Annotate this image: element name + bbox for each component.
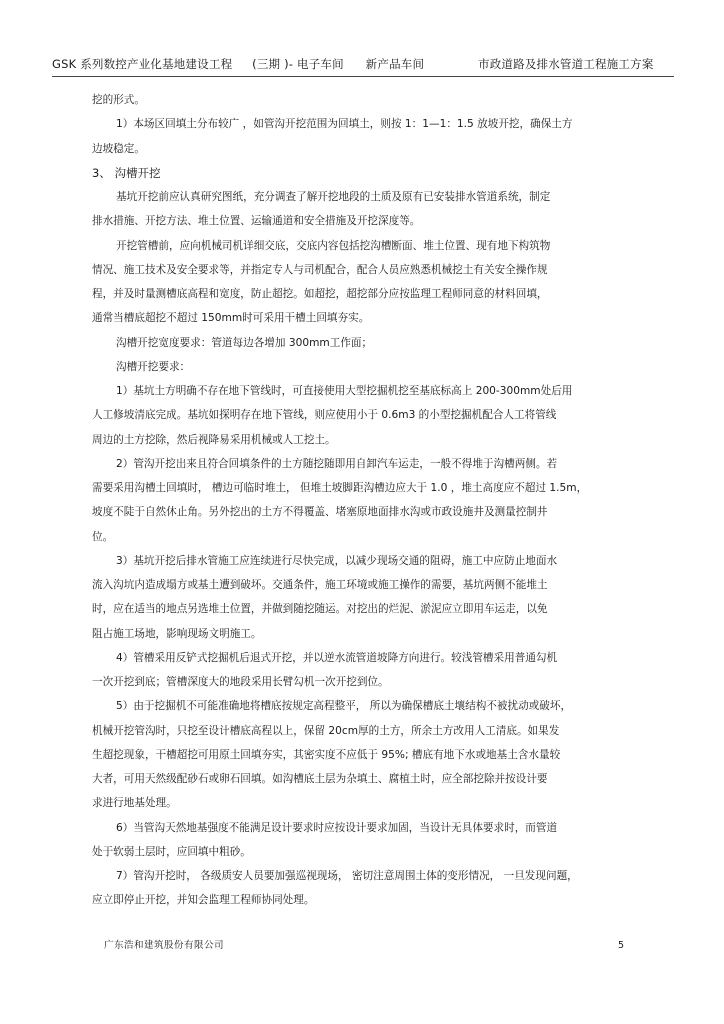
text-line: 一次开挖到底；管槽深度大的地段采用长臂勾机一次开挖到位。 — [92, 676, 389, 688]
text-line: 机械开挖管沟时，只挖至设计槽底高程以上，保留 20cm厚的土方，所余土方改用人工清底。如果发 — [92, 724, 560, 737]
header-phase: (三期 )- 电子车间 — [252, 57, 344, 71]
text-line: 5）由于挖掘机不可能准确地将槽底按规定高程整平， 所以为确保槽底土壤结构不被扰动或破坏， — [116, 700, 572, 713]
text-line: 基坑开挖前应认真研究图纸，充分调查了解开挖地段的土质及原有已安装排水管道系统，制定 — [116, 191, 551, 203]
text-line: 开挖管槽前，应向机械司机详细交底，交底内容包括挖沟槽断面、堆土位置、现有地下构筑物 — [116, 239, 551, 252]
footer-company-name: 广东浩和建筑股份有限公司 — [104, 940, 225, 951]
text-line: 位。 — [92, 530, 114, 543]
text-line: 7）管沟开挖时， 各级质安人员要加强巡视现场， 密切注意周围土体的变形情况， 一旦发现问题， — [116, 870, 578, 882]
text-line: 人工修坡清底完成。基坑如探明存在地下管线，则应使用小于 0.6m3 的小型挖掘机配合人工将管线 — [92, 409, 557, 422]
text-line: 6）当管沟天然地基强度不能满足设计要求时应按设计要求加固，当设计无具体要求时，而管道 — [116, 821, 558, 834]
text-line: 生超挖现象，干槽超挖可用原土回填夯实，其密实度不应低于 95%; 槽底有地下水或地基土含水量较 — [92, 748, 561, 761]
text-line: 通常当槽底超挖不超过 150mm时可采用干槽土回填夯实。 — [92, 312, 370, 325]
text-line: 应立即停止开挖，并知会监理工程师协同处理。 — [92, 894, 315, 907]
text-line: 阻占施工场地，影响现场文明施工。 — [92, 627, 262, 640]
text-line: 3）基坑开挖后排水管施工应连续进行尽快完成，以减少现场交通的阻碍，施工中应防止地面水 — [116, 554, 558, 567]
text-line: 大者，可用天然级配砂石或卵石回填。如沟槽底土层为杂填土、腐植土时，应全部挖除并按设计要 — [92, 773, 548, 785]
page-header — [52, 56, 672, 72]
text-line: 1）本场区回填土分布较广 ，如管沟开挖范围为回填土，则按 1：1—1：1.5 放坡开挖，确保土方 — [116, 118, 573, 131]
text-line: 情况、施工技术及安全要求等，并指定专人与司机配合，配合人员应熟悉机械挖土有关安全操作规 — [92, 263, 548, 276]
header-divider — [52, 76, 674, 77]
text-line: 排水措施、开挖方法、堆土位置、运输通道和安全措施及开挖深度等。 — [92, 215, 421, 228]
text-line: 4）管槽采用反铲式挖掘机后退式开挖，并以逆水流管道坡降方向进行。较浅管槽采用普通勾机 — [116, 651, 558, 664]
text-line: 沟槽开挖要求： — [116, 360, 191, 373]
text-line: 程，并及时量测槽底高程和宽度，防止超挖。如超挖，超挖部分应按监理工程师同意的材料回填， — [92, 288, 548, 300]
page-number: 5 — [618, 940, 625, 951]
text-line: 周边的土方挖除，然后视降易采用机械或人工挖土。 — [92, 433, 336, 446]
text-line: 求进行地基处理。 — [92, 797, 177, 810]
section-heading: 3、 沟槽开挖 — [92, 165, 161, 180]
header-workshop: 新产品车间 — [365, 57, 425, 71]
text-line: 挖的形式。 — [92, 94, 145, 106]
text-line: 沟槽开挖宽度要求：管道每边各增加 300mm工作面； — [116, 336, 373, 349]
header-plan-title: 市政道路及排水管道工程施工方案 — [478, 57, 654, 71]
document-body — [92, 88, 662, 913]
text-line: 流入沟坑内造成塌方或基土遭到破坏。交通条件，施工环境或施工操作的需要，基坑两侧不能堆土 — [92, 579, 548, 591]
text-line: 需要采用沟槽土回填时， 槽边可临时堆土， 但堆土坡脚距沟槽边应大于 1.0 ，堆土高度应不超过 1.5m， — [92, 482, 588, 494]
text-line: 坡度不陡于自然休止角。另外挖出的土方不得覆盖、堵塞原地面排水沟或市政设施井及测量控制井 — [92, 506, 548, 519]
header-project-name: GSK 系列数控产业化基地建设工程 — [52, 57, 233, 71]
text-line: 处于软弱土层时，应回填中粗砂。 — [92, 845, 251, 858]
text-line: 1）基坑土方明确不存在地下管线时，可直接使用大型挖掘机挖至基底标高上 200-300mm处后用 — [116, 385, 573, 397]
text-line: 边坡稳定。 — [92, 142, 145, 155]
text-line: 时，应在适当的地点另选堆土位置，并做到随挖随运。对挖出的烂泥、淤泥应立即用车运走，以免 — [92, 603, 548, 616]
text-line: 2）管沟开挖出来且符合回填条件的土方随挖随即用自卸汽车运走，一般不得堆于沟槽两侧。若 — [116, 457, 558, 470]
